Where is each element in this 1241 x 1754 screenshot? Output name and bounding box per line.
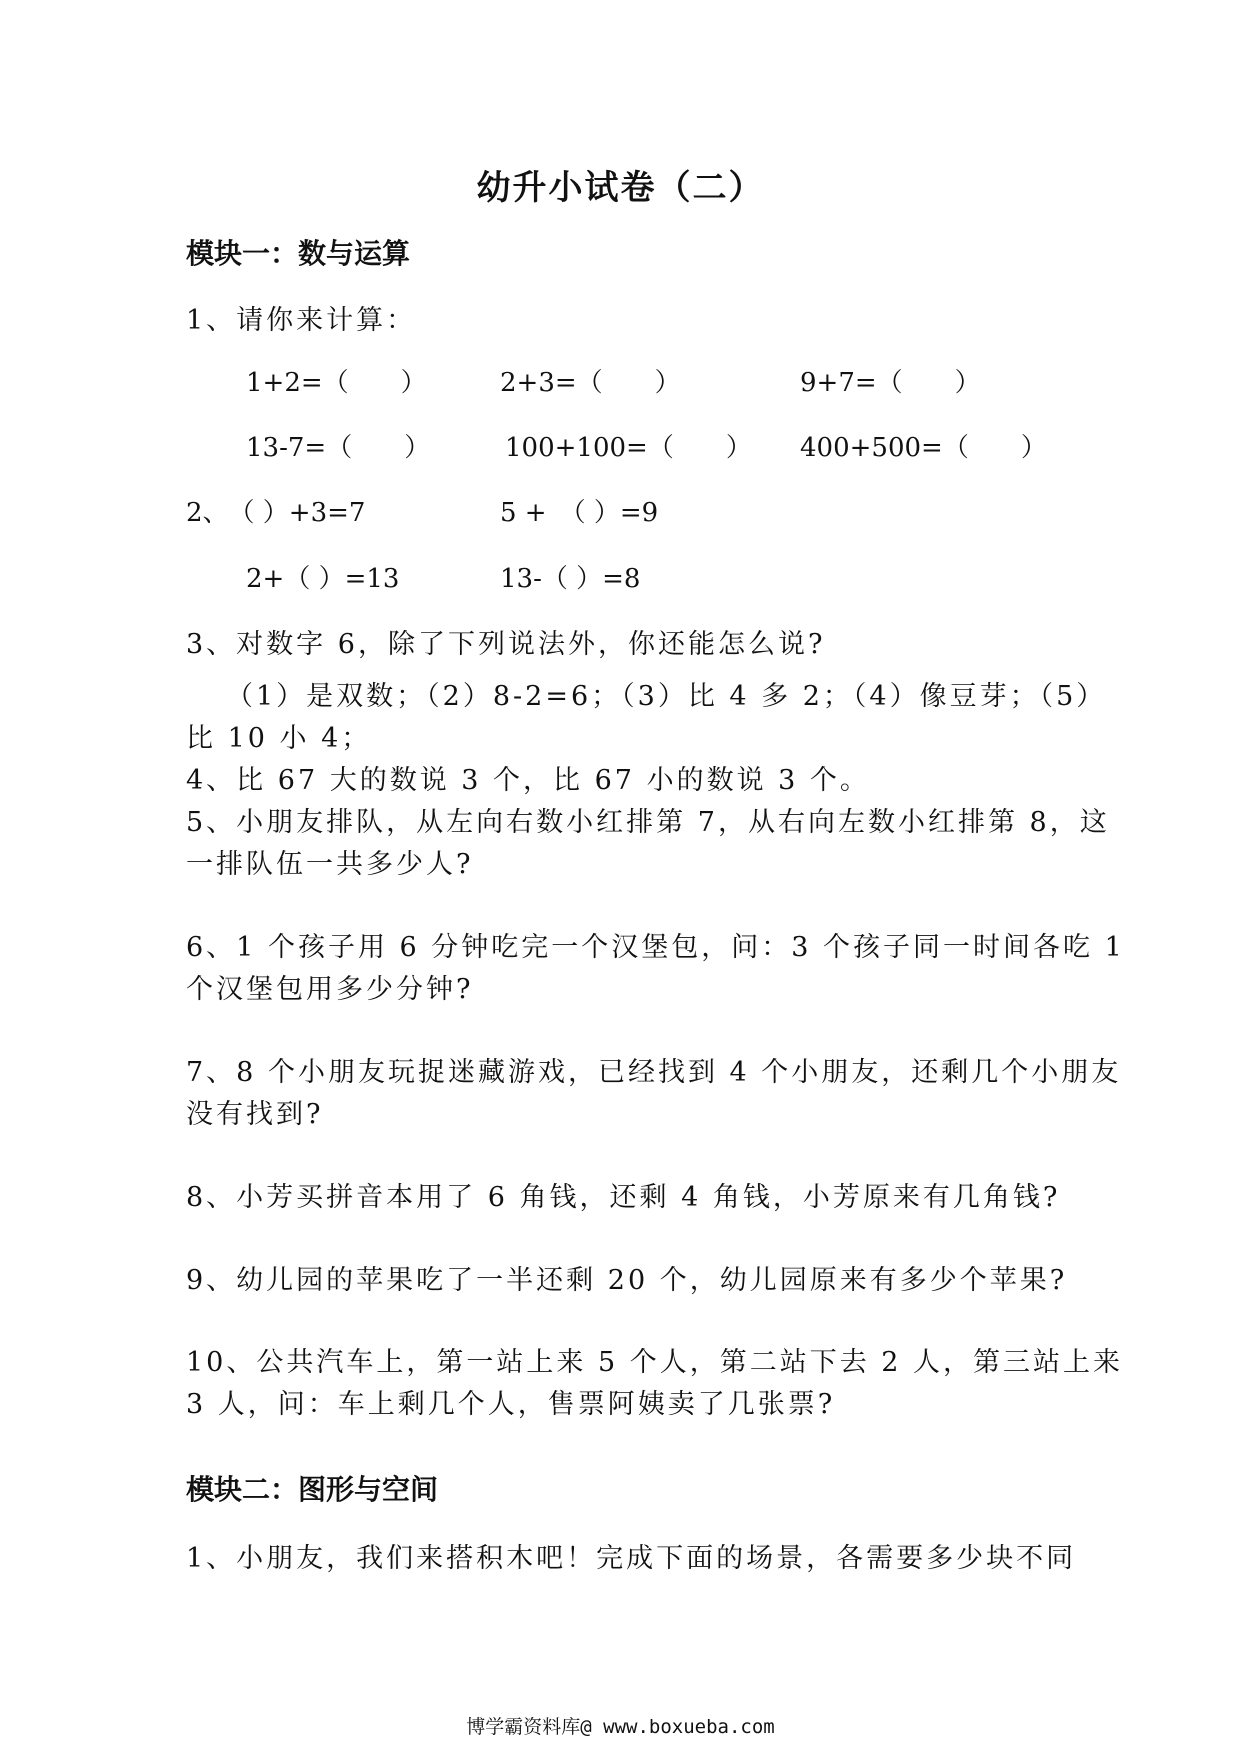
q7-line-2: 没有找到?: [186, 1099, 324, 1130]
q1-expr-3: 9+7=（ ）: [800, 368, 981, 398]
q6-line-1: 6、1 个孩子用 6 分钟吃完一个汉堡包，问：3 个孩子同一时间各吃 1: [186, 932, 1125, 963]
q2-expr-3: 2+（ ）=13: [246, 564, 400, 594]
q8: 8、小芳买拼音本用了 6 角钱，还剩 4 角钱，小芳原来有几角钱?: [186, 1182, 1061, 1213]
m2-q1: 1、小朋友，我们来搭积木吧！完成下面的场景，各需要多少块不同: [186, 1543, 1077, 1574]
q4: 4、比 67 大的数说 3 个，比 67 小的数说 3 个。: [186, 765, 870, 796]
q10-line-1: 10、公共汽车上，第一站上来 5 个人，第二站下去 2 人，第三站上来: [186, 1347, 1124, 1378]
q3-stem: 3、对数字 6，除了下列说法外，你还能怎么说?: [186, 629, 826, 660]
q1-expr-4: 13-7=（ ）: [246, 433, 431, 463]
q6-line-2: 个汉堡包用多少分钟?: [186, 974, 474, 1005]
q2-expr-1: 2、 （ ）+3=7: [186, 498, 366, 528]
q1-expr-2: 2+3=（ ）: [500, 368, 681, 398]
q5-line-2: 一排队伍一共多少人?: [186, 849, 474, 880]
q1-stem: 1、请你来计算：: [186, 305, 417, 336]
q2-expr-2: 5 + （ ）=9: [500, 498, 659, 528]
page-title: 幼升小试卷（二）: [476, 168, 765, 208]
q1-expr-5: 100+100=（ ）: [505, 433, 752, 463]
q3-line-1: （1）是双数；（2）8-2=6；（3）比 4 多 2；（4）像豆芽；（5）: [226, 681, 1107, 712]
q7-line-1: 7、8 个小朋友玩捉迷藏游戏，已经找到 4 个小朋友，还剩几个小朋友: [186, 1057, 1122, 1088]
module1-heading: 模块一：数与运算: [186, 237, 411, 270]
q9: 9、幼儿园的苹果吃了一半还剩 20 个，幼儿园原来有多少个苹果?: [186, 1265, 1068, 1296]
q2-expr-4: 13-（ ）=8: [500, 564, 641, 594]
q5-line-1: 5、小朋友排队，从左向右数小红排第 7，从右向左数小红排第 8，这: [186, 807, 1110, 838]
footer-watermark: 博学霸资料库@ www.boxueba.com: [466, 1716, 775, 1738]
q1-expr-6: 400+500=（ ）: [800, 433, 1047, 463]
q10-line-2: 3 人，问：车上剩几个人，售票阿姨卖了几张票?: [186, 1389, 836, 1420]
module2-heading: 模块二：图形与空间: [186, 1473, 439, 1506]
q1-expr-1: 1+2=（ ）: [246, 368, 427, 398]
q3-line-2: 比 10 小 4；: [186, 723, 372, 754]
